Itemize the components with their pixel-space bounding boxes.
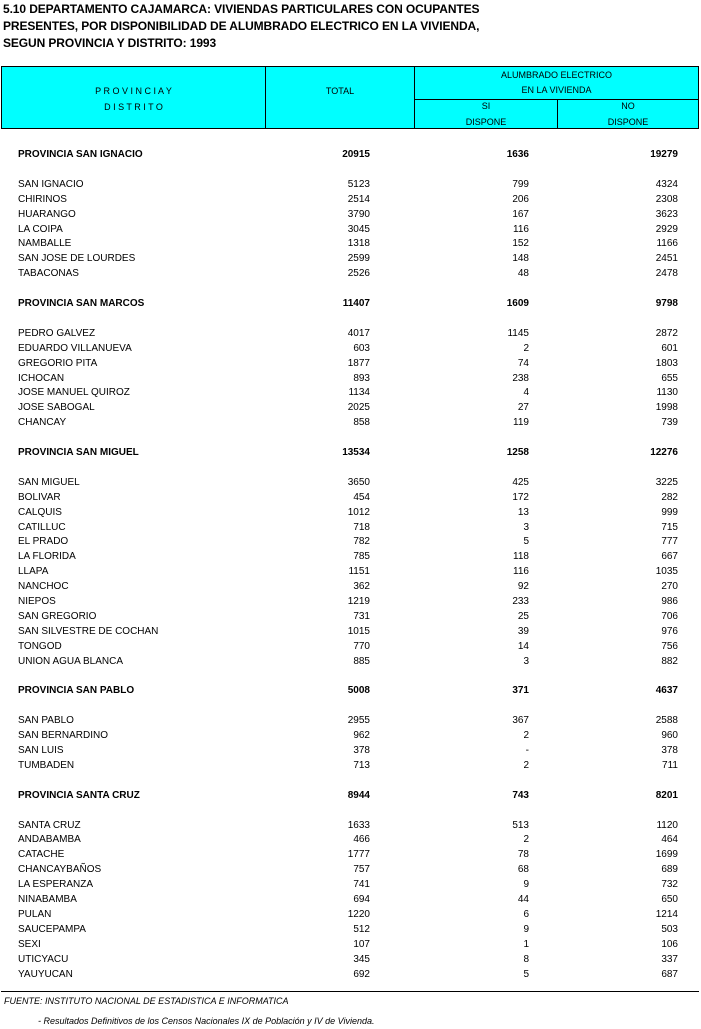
row-name: SAN JOSE DE LOURDES xyxy=(18,253,136,265)
row-si-dispone: 167 xyxy=(512,208,529,220)
row-si-dispone: 172 xyxy=(512,491,529,503)
row-name: CATACHE xyxy=(18,849,65,861)
row-no-dispone: 2308 xyxy=(655,193,678,205)
row-no-dispone: 4637 xyxy=(655,685,678,697)
row-no-dispone: 667 xyxy=(661,551,678,563)
row-no-dispone: 715 xyxy=(661,521,678,533)
header-si-line2: DISPONE xyxy=(465,117,507,127)
row-total: 107 xyxy=(353,938,370,950)
row-total: 3045 xyxy=(347,223,370,235)
district-row xyxy=(0,758,701,773)
row-no-dispone: 756 xyxy=(661,640,678,652)
row-si-dispone: 116 xyxy=(513,566,529,578)
row-no-dispone: 732 xyxy=(661,879,678,891)
district-row xyxy=(0,549,701,564)
row-total: 713 xyxy=(353,759,370,771)
row-no-dispone: 3623 xyxy=(655,208,678,220)
province-row xyxy=(0,788,701,803)
district-row xyxy=(0,937,701,952)
row-no-dispone: 2872 xyxy=(655,327,678,339)
row-no-dispone: 711 xyxy=(662,759,678,771)
row-total: 2955 xyxy=(347,715,370,727)
row-name: LA COIPA xyxy=(18,223,63,235)
row-total: 378 xyxy=(353,745,370,756)
row-no-dispone: 1130 xyxy=(656,387,678,399)
district-row xyxy=(0,371,701,386)
footer-note: - Resultados Definitivos de los Censos Nacionales IX de Población y IV de Vivienda. xyxy=(38,1016,375,1026)
table-header xyxy=(1,66,699,129)
header-no-dispone xyxy=(558,99,698,128)
row-si-dispone: 44 xyxy=(517,894,529,905)
row-si-dispone: 5 xyxy=(523,968,529,980)
district-row xyxy=(0,385,701,400)
row-name: GREGORIO PITA xyxy=(18,357,98,369)
row-name: EL PRADO xyxy=(18,536,69,548)
row-total: 345 xyxy=(353,953,370,965)
row-si-dispone: 39 xyxy=(517,625,529,637)
title-line-2: PRESENTES, POR DISPONIBILIDAD DE ALUMBRADO ELECTRICO EN LA VIVIENDA, xyxy=(3,19,480,33)
district-row xyxy=(0,624,701,639)
row-name: NANCHOC xyxy=(18,581,69,593)
row-si-dispone: 74 xyxy=(517,357,529,369)
district-row xyxy=(0,490,701,505)
row-name: UTICYACU xyxy=(18,953,69,965)
row-si-dispone: 371 xyxy=(512,685,529,697)
province-row xyxy=(0,147,701,162)
row-name: CHANCAYBAÑOS xyxy=(18,864,102,876)
district-row xyxy=(0,877,701,892)
row-name: NIEPOS xyxy=(18,596,56,607)
header-provincia-distrito xyxy=(2,67,266,128)
row-total: 885 xyxy=(353,655,370,667)
row-si-dispone: 1258 xyxy=(506,447,529,458)
row-name: NINABAMBA xyxy=(18,894,77,905)
row-name: SAN PABLO xyxy=(18,715,74,727)
row-no-dispone: 777 xyxy=(661,536,678,548)
row-no-dispone: 8201 xyxy=(655,789,678,801)
row-no-dispone: 337 xyxy=(661,953,678,965)
row-no-dispone: 1035 xyxy=(655,566,678,578)
row-name: SAN MIGUEL xyxy=(18,476,80,488)
row-total: 3790 xyxy=(347,208,370,220)
row-si-dispone: 2 xyxy=(523,730,529,742)
row-si-dispone: 148 xyxy=(512,253,529,265)
row-si-dispone: 14 xyxy=(517,640,529,652)
row-no-dispone: 687 xyxy=(661,968,678,980)
row-si-dispone: 5 xyxy=(523,536,529,548)
row-total: 454 xyxy=(353,491,370,503)
district-row xyxy=(0,520,701,535)
row-name: BOLIVAR xyxy=(18,491,61,503)
row-name: SAN LUIS xyxy=(18,745,64,756)
district-row xyxy=(0,847,701,862)
district-row xyxy=(0,743,701,758)
district-row xyxy=(0,400,701,415)
row-total: 692 xyxy=(353,968,370,980)
row-no-dispone: 999 xyxy=(661,506,678,518)
row-total: 1219 xyxy=(347,596,370,607)
row-no-dispone: 2588 xyxy=(655,715,678,727)
row-total: 782 xyxy=(353,536,370,548)
row-name: PULAN xyxy=(18,908,52,920)
row-si-dispone: 4 xyxy=(523,387,529,399)
row-si-dispone: 27 xyxy=(517,402,529,414)
row-total: 1777 xyxy=(347,849,370,861)
row-total: 962 xyxy=(353,730,370,742)
row-si-dispone: 119 xyxy=(513,417,529,429)
row-no-dispone: 1803 xyxy=(655,357,678,369)
row-total: 5123 xyxy=(347,178,370,190)
row-name: JOSE SABOGAL xyxy=(18,402,95,414)
row-si-dispone: 68 xyxy=(517,864,529,876)
province-row xyxy=(0,683,701,698)
row-no-dispone: 1214 xyxy=(655,908,678,920)
row-total: 20915 xyxy=(342,149,370,160)
row-name: SAN SILVESTRE DE COCHAN xyxy=(18,625,159,637)
row-name: LA FLORIDA xyxy=(18,551,76,563)
row-si-dispone: 2 xyxy=(523,342,529,354)
row-si-dispone: 513 xyxy=(512,819,529,831)
district-row xyxy=(0,609,701,624)
district-row xyxy=(0,251,701,266)
row-no-dispone: 106 xyxy=(661,938,678,950)
row-total: 893 xyxy=(353,372,370,384)
district-row xyxy=(0,952,701,967)
row-name: PROVINCIA SAN PABLO xyxy=(18,685,135,697)
row-total: 1151 xyxy=(348,566,370,578)
row-no-dispone: 650 xyxy=(661,894,678,905)
province-row xyxy=(0,445,701,460)
district-row xyxy=(0,475,701,490)
row-si-dispone: 9 xyxy=(523,879,529,891)
row-name: TONGOD xyxy=(18,640,62,652)
row-total: 5008 xyxy=(347,685,370,697)
row-si-dispone: 1636 xyxy=(506,149,529,160)
row-name: HUARANGO xyxy=(18,208,76,220)
title-line-3: SEGUN PROVINCIA Y DISTRITO: 1993 xyxy=(3,36,217,50)
row-si-dispone: 233 xyxy=(512,596,529,607)
table-title xyxy=(3,1,479,52)
row-no-dispone: 1120 xyxy=(656,819,678,831)
district-row xyxy=(0,713,701,728)
row-si-dispone: 92 xyxy=(517,581,529,593)
row-no-dispone: 282 xyxy=(661,491,678,503)
row-name: CHIRINOS xyxy=(18,193,67,205)
row-no-dispone: 19279 xyxy=(650,149,678,160)
row-total: 4017 xyxy=(347,327,370,339)
district-row xyxy=(0,967,701,982)
row-si-dispone: 78 xyxy=(517,849,529,861)
row-si-dispone: 6 xyxy=(523,908,529,920)
row-no-dispone: 12276 xyxy=(650,447,678,458)
district-row xyxy=(0,832,701,847)
row-si-dispone: 48 xyxy=(517,268,529,280)
district-row xyxy=(0,564,701,579)
row-total: 741 xyxy=(353,879,370,891)
district-row xyxy=(0,892,701,907)
row-si-dispone: 25 xyxy=(517,610,529,622)
row-si-dispone: 116 xyxy=(513,223,529,235)
row-total: 3650 xyxy=(347,476,370,488)
row-no-dispone: 601 xyxy=(661,342,678,354)
header-alum-line2: EN LA VIVIENDA xyxy=(521,85,592,95)
header-prov-line1: P R O V I N C I A Y xyxy=(95,86,172,96)
row-total: 1633 xyxy=(347,819,370,831)
row-total: 770 xyxy=(353,640,370,652)
row-name: TABACONAS xyxy=(18,268,79,280)
row-total: 603 xyxy=(353,342,370,354)
row-total: 1134 xyxy=(348,387,370,399)
row-no-dispone: 986 xyxy=(661,596,678,607)
district-row xyxy=(0,341,701,356)
row-name: SAN BERNARDINO xyxy=(18,730,109,742)
district-row xyxy=(0,192,701,207)
district-row xyxy=(0,326,701,341)
row-si-dispone: 152 xyxy=(512,238,529,250)
row-si-dispone: 1 xyxy=(523,938,529,950)
row-si-dispone: - xyxy=(525,745,529,756)
row-name: SAN IGNACIO xyxy=(18,178,84,190)
row-total: 13534 xyxy=(342,447,370,458)
row-si-dispone: 1609 xyxy=(506,298,529,309)
header-no-line2: DISPONE xyxy=(607,117,649,127)
title-line-1: 5.10 DEPARTAMENTO CAJAMARCA: VIVIENDAS PARTICULARES CON OCUPANTES xyxy=(3,2,480,16)
header-alumbrado-group xyxy=(415,67,698,100)
row-no-dispone: 4324 xyxy=(655,178,678,190)
footer-source: FUENTE: INSTITUTO NACIONAL DE ESTADISTICA E INFORMATICA xyxy=(4,996,289,1006)
row-total: 694 xyxy=(353,894,370,905)
row-name: PROVINCIA SAN IGNACIO xyxy=(18,149,143,160)
row-name: CATILLUC xyxy=(18,521,66,533)
district-row xyxy=(0,922,701,937)
header-no-line1: NO xyxy=(621,101,635,111)
row-si-dispone: 13 xyxy=(517,506,529,518)
row-no-dispone: 9798 xyxy=(655,298,678,309)
row-no-dispone: 976 xyxy=(661,625,678,637)
district-row xyxy=(0,654,701,669)
row-total: 512 xyxy=(353,923,370,935)
row-no-dispone: 882 xyxy=(661,655,678,667)
header-si-line1: SI xyxy=(481,101,491,111)
row-name: LLAPA xyxy=(18,566,49,578)
row-si-dispone: 799 xyxy=(512,178,529,190)
row-total: 1877 xyxy=(347,357,370,369)
row-total: 1012 xyxy=(347,506,370,518)
row-no-dispone: 739 xyxy=(661,417,678,429)
district-row xyxy=(0,862,701,877)
district-row xyxy=(0,639,701,654)
row-no-dispone: 706 xyxy=(661,610,678,622)
row-name: PROVINCIA SAN MARCOS xyxy=(18,298,145,309)
district-row xyxy=(0,222,701,237)
row-no-dispone: 503 xyxy=(661,923,678,935)
province-row xyxy=(0,296,701,311)
header-total xyxy=(266,67,415,128)
row-no-dispone: 378 xyxy=(661,745,678,756)
row-name: NAMBALLE xyxy=(18,238,72,250)
header-prov-line2: D I S T R I T O xyxy=(104,102,163,112)
row-no-dispone: 655 xyxy=(661,372,678,384)
district-row xyxy=(0,177,701,192)
row-name: CALQUIS xyxy=(18,506,62,518)
row-no-dispone: 1998 xyxy=(655,402,678,414)
row-no-dispone: 2929 xyxy=(655,223,678,235)
header-si-dispone xyxy=(415,99,558,128)
row-total: 1220 xyxy=(347,908,370,920)
district-row xyxy=(0,594,701,609)
row-total: 731 xyxy=(353,610,370,622)
row-si-dispone: 238 xyxy=(512,372,529,384)
header-alumbrado xyxy=(415,67,698,128)
row-name: SANTA CRUZ xyxy=(18,819,81,831)
row-no-dispone: 2478 xyxy=(655,268,678,280)
row-name: SEXI xyxy=(18,938,41,950)
district-row xyxy=(0,236,701,251)
district-row xyxy=(0,907,701,922)
row-total: 858 xyxy=(353,417,370,429)
row-name: TUMBADEN xyxy=(18,759,75,771)
row-name: LA ESPERANZA xyxy=(18,879,94,891)
row-name: EDUARDO VILLANUEVA xyxy=(18,342,132,354)
row-total: 757 xyxy=(353,864,370,876)
row-name: SAUCEPAMPA xyxy=(18,923,86,935)
row-si-dispone: 425 xyxy=(512,476,529,488)
row-no-dispone: 464 xyxy=(661,834,678,846)
row-name: UNION AGUA BLANCA xyxy=(18,655,124,667)
row-no-dispone: 960 xyxy=(661,730,678,742)
district-row xyxy=(0,207,701,222)
district-row xyxy=(0,579,701,594)
row-total: 718 xyxy=(353,521,370,533)
row-si-dispone: 2 xyxy=(523,759,529,771)
row-total: 362 xyxy=(353,581,370,593)
row-name: ICHOCAN xyxy=(18,372,65,384)
row-name: PEDRO GALVEZ xyxy=(18,327,96,339)
row-total: 11407 xyxy=(342,298,370,309)
row-total: 2025 xyxy=(347,402,370,414)
row-total: 2526 xyxy=(347,268,370,280)
header-alum-line1: ALUMBRADO ELECTRICO xyxy=(500,70,613,80)
district-row xyxy=(0,415,701,430)
row-si-dispone: 118 xyxy=(513,551,529,563)
row-name: JOSE MANUEL QUIROZ xyxy=(18,387,130,399)
row-name: YAUYUCAN xyxy=(18,968,73,980)
row-si-dispone: 367 xyxy=(512,715,529,727)
district-row xyxy=(0,818,701,833)
row-no-dispone: 270 xyxy=(661,581,678,593)
district-row xyxy=(0,534,701,549)
row-si-dispone: 9 xyxy=(523,923,529,935)
row-no-dispone: 3225 xyxy=(655,476,678,488)
header-total-label: TOTAL xyxy=(325,86,355,96)
row-no-dispone: 2451 xyxy=(655,253,678,265)
district-row xyxy=(0,505,701,520)
row-si-dispone: 206 xyxy=(512,193,529,205)
row-no-dispone: 689 xyxy=(661,864,678,876)
row-name: PROVINCIA SAN MIGUEL xyxy=(18,447,139,458)
row-si-dispone: 8 xyxy=(523,953,529,965)
district-row xyxy=(0,728,701,743)
row-total: 466 xyxy=(353,834,370,846)
row-si-dispone: 3 xyxy=(523,521,529,533)
row-si-dispone: 3 xyxy=(523,655,529,667)
row-total: 2599 xyxy=(347,253,370,265)
row-total: 1015 xyxy=(347,625,370,637)
row-no-dispone: 1166 xyxy=(656,238,678,250)
row-si-dispone: 1145 xyxy=(507,327,529,339)
row-name: CHANCAY xyxy=(18,417,67,429)
district-row xyxy=(0,266,701,281)
row-name: SAN GREGORIO xyxy=(18,610,97,622)
row-name: ANDABAMBA xyxy=(18,834,81,846)
row-no-dispone: 1699 xyxy=(655,849,678,861)
row-total: 1318 xyxy=(347,238,370,250)
row-total: 2514 xyxy=(347,193,370,205)
row-name: PROVINCIA SANTA CRUZ xyxy=(18,789,140,801)
district-row xyxy=(0,356,701,371)
row-si-dispone: 2 xyxy=(523,834,529,846)
row-total: 8944 xyxy=(347,789,370,801)
footer-divider xyxy=(1,991,699,992)
row-si-dispone: 743 xyxy=(512,789,529,801)
row-total: 785 xyxy=(353,551,370,563)
